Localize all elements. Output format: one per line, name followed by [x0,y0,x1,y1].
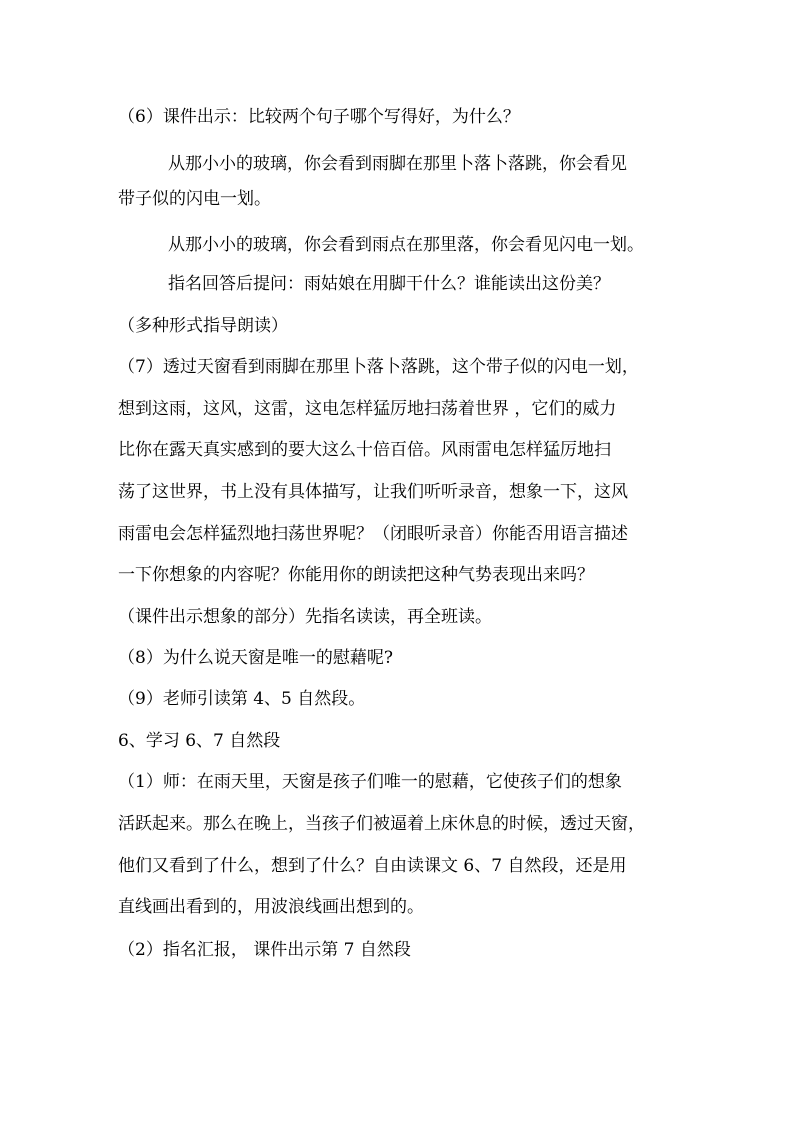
text-line: 他们又看到了什么，想到了什么？自由读课文 6、7 自然段，还是用 [118,856,627,876]
text-line: （1）师：在雨天里，天窗是孩子们唯一的慰藉，它使孩子们的想象 [118,772,622,792]
text-line: 想到这雨，这风，这雷，这电怎样猛厉地扫荡着世界 ，它们的威力 [118,399,617,419]
text-line: （9）老师引读第 4、5 自然段。 [118,689,366,709]
text-line: 带子似的闪电一划。 [118,189,271,209]
text-line: 比你在露天真实感到的要大这么十倍百倍。风雨雷电怎样猛厉地扫 [118,440,611,460]
text-line: 从那小小的玻璃，你会看到雨点在那里落，你会看见闪电一划。 [168,235,644,255]
text-line: 直线画出看到的，用波浪线画出想到的。 [118,897,424,917]
text-line: （课件出示想象的部分）先指名读读，再全班读。 [118,607,492,627]
text-line: （8）为什么说天窗是唯一的慰藉呢? [118,648,393,668]
text-line: （7）透过天窗看到雨脚在那里卜落卜落跳，这个带子似的闪电一划， [118,357,639,377]
text-line: （2）指名汇报， 课件出示第 7 自然段 [118,940,411,960]
text-line: （多种形式指导朗读） [118,316,288,336]
text-line: 指名回答后提问：雨姑娘在用脚干什么？谁能读出这份美？ [168,274,610,294]
text-line: （6）课件出示：比较两个句子哪个写得好，为什么？ [118,107,520,127]
text-line: 活跃起来。那么在晚上，当孩子们被逼着上床休息的时候，透过天窗， [118,814,645,834]
text-line: 荡了这世界，书上没有具体描写，让我们听听录音，想象一下，这风 [118,482,628,502]
section-heading: 6、学习 6、7 自然段 [118,731,281,751]
text-line: 一下你想象的内容呢？你能用你的朗读把这种气势表现出来吗？ [118,565,594,585]
text-line: 从那小小的玻璃，你会看到雨脚在那里卜落卜落跳，你会看见 [168,154,627,174]
text-line: 雨雷电会怎样猛烈地扫荡世界呢？（闭眼听录音）你能否用语言描述 [118,524,628,544]
